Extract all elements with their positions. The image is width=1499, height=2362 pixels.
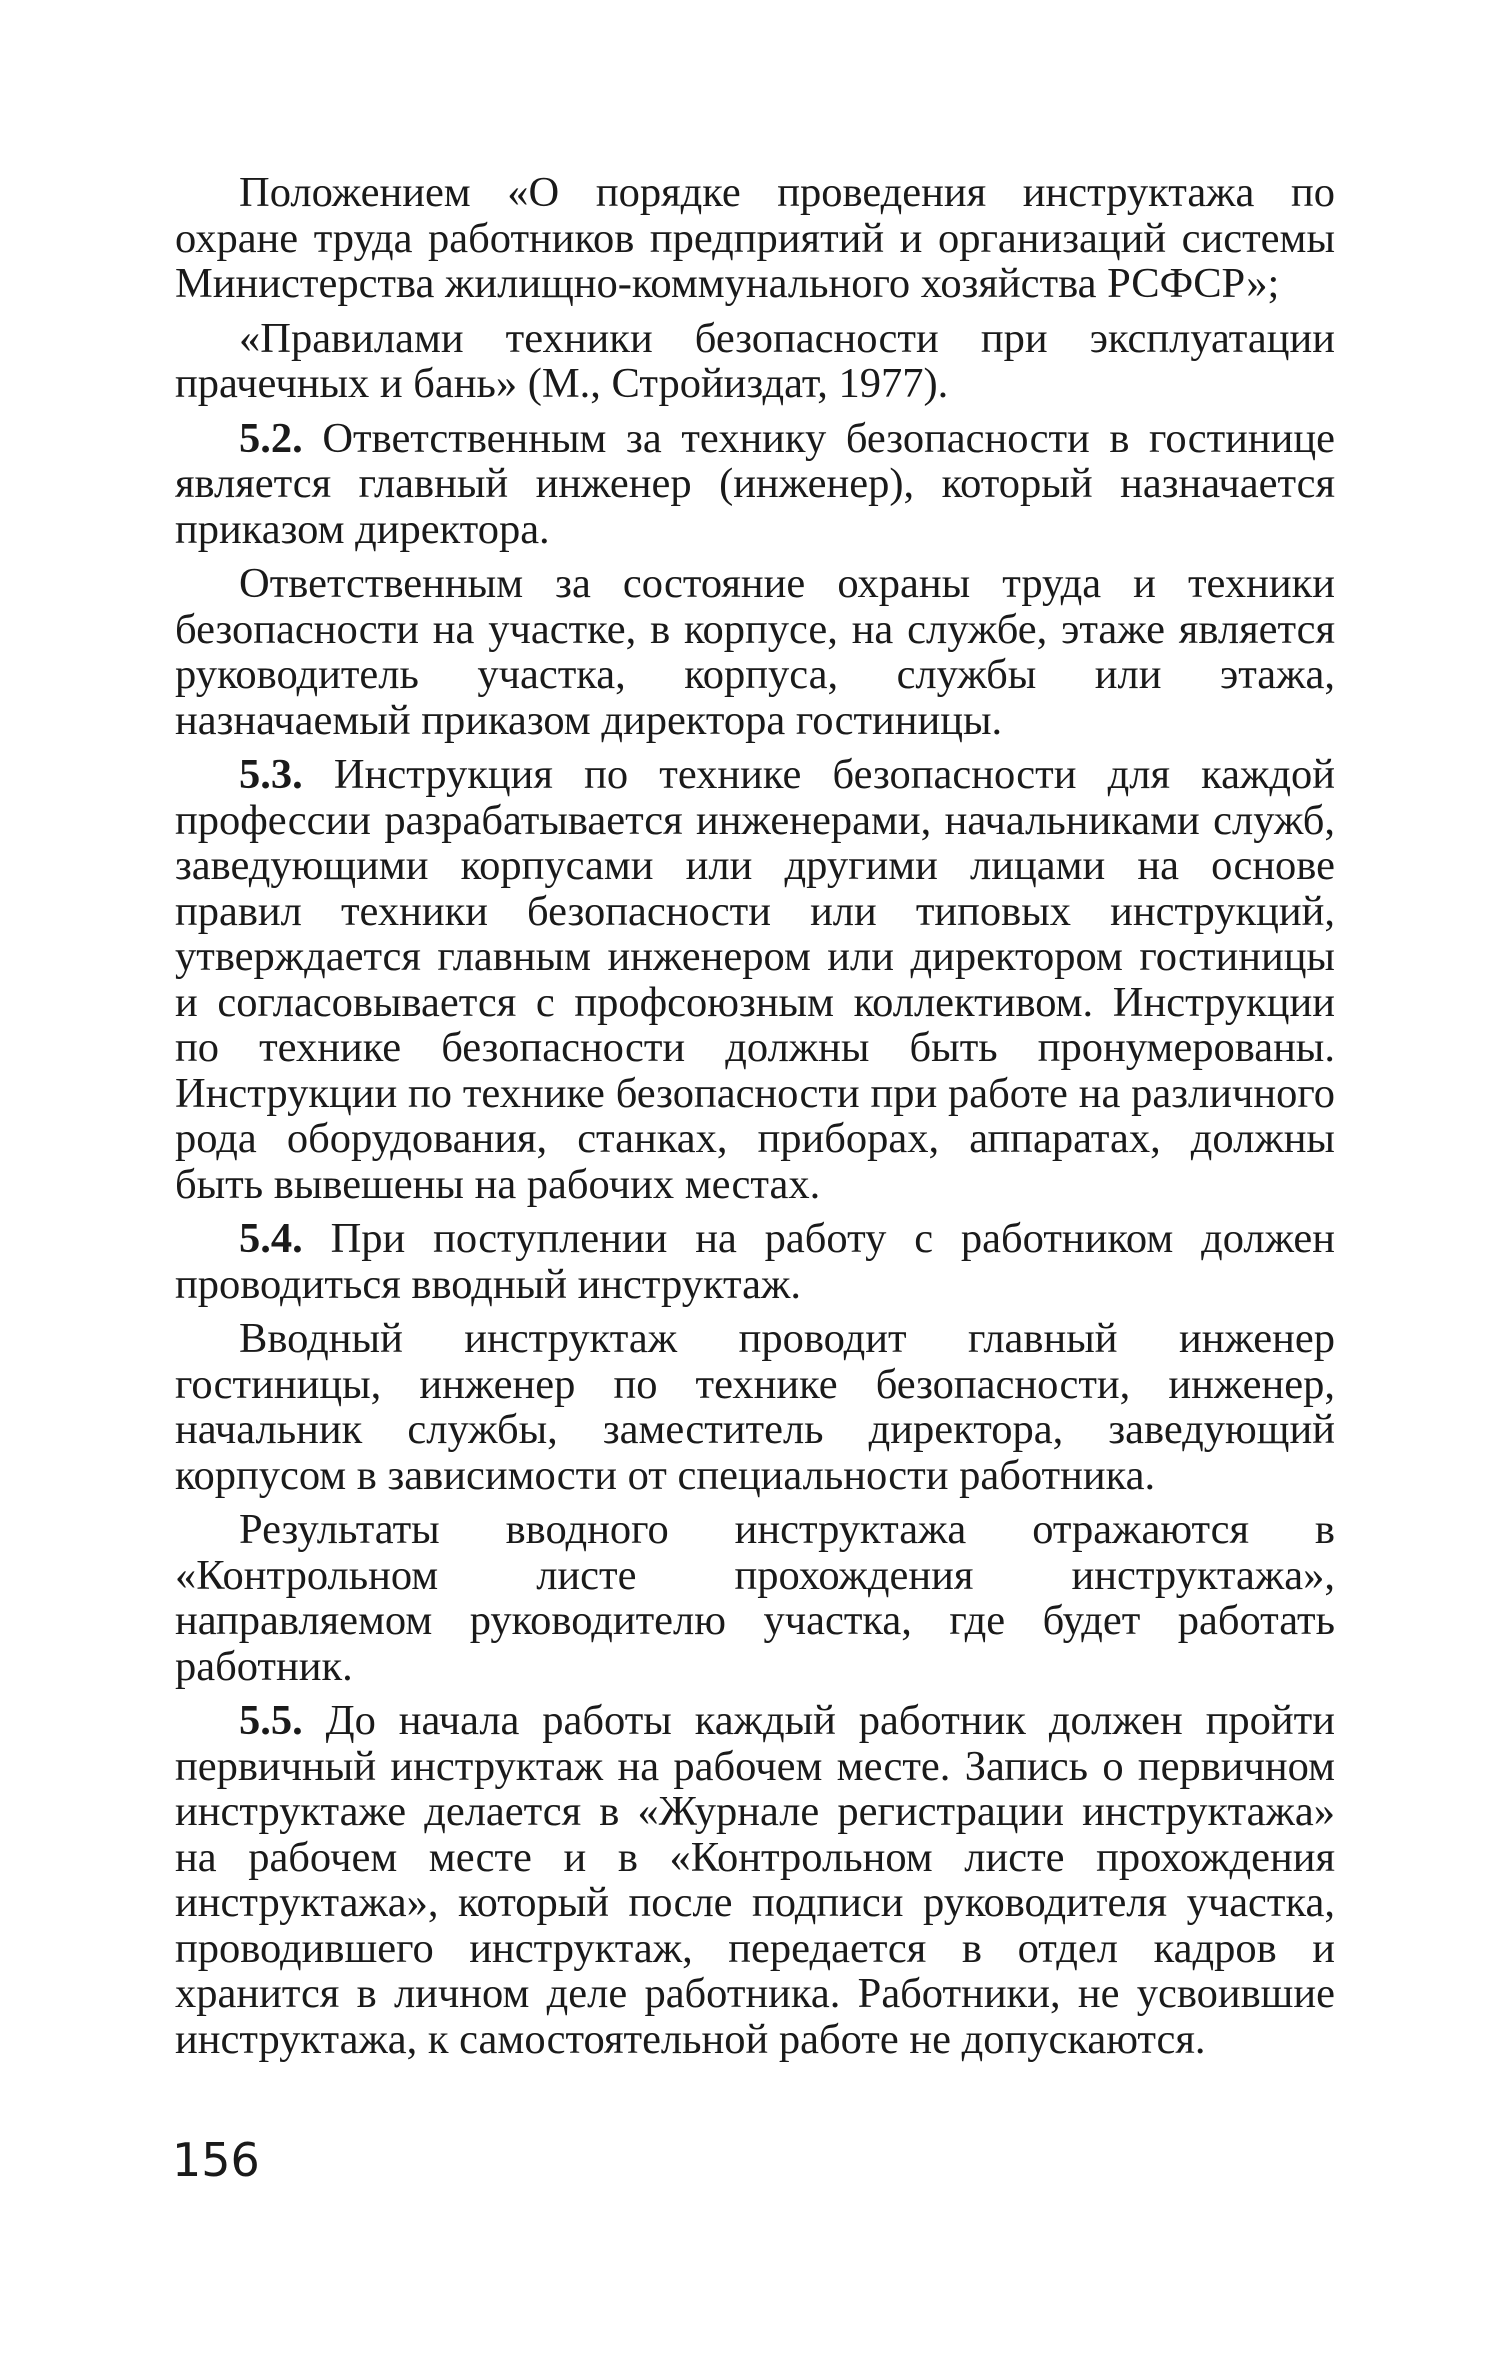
- clause-number: 5.4.: [239, 1215, 303, 1262]
- paragraph-5-2: [175, 416, 1335, 553]
- paragraph-8: [175, 1507, 1335, 1689]
- paragraph-text: Результаты вводного инструктажа отражаются в «Контрольном листе прохождения инструктажа», направляемом руководителю участка, где будет работать работник.: [175, 1506, 1335, 1690]
- paragraph-text: Ответственным за состояние охраны труда и техники безопасности на участке, в корпусе, на службе, этаже является руководитель участка, корпуса, службы или этажа, назначаемый приказом директора гостиницы.: [175, 560, 1335, 744]
- paragraph-2: [175, 316, 1335, 407]
- clause-number: 5.3.: [239, 751, 303, 798]
- paragraph-text: «Правилами техники безопасности при эксплуатации прачечных и бань» (М., Стройиздат, 1977).: [175, 314, 1335, 407]
- clause-number: 5.2.: [239, 414, 303, 462]
- paragraph-1: [175, 170, 1335, 307]
- paragraph-5-3: [175, 752, 1335, 1207]
- paragraph-text: Положением «О порядке проведения инструктажа по охране труда работников предприятий и организаций системы Министерства жилищно-коммунального хозяйства РСФСР»;: [175, 169, 1335, 307]
- paragraph-5-4: [175, 1216, 1335, 1307]
- clause-number: 5.5.: [239, 1697, 303, 1744]
- paragraph-text: Инструкция по технике безопасности для каждой профессии разрабатывается инженерами, начальниками служб, заведующими корпусами или другими лицами на основе правил техники безопасности или типовых инструкций, утверждается главным инженером или директором гостиницы и согласовывается с профсоюзным коллективом. Инструкции по технике безопасности должны быть пронумерованы. Инструкции по технике безопасности при работе на различного рода оборудования, станках, приборах, аппаратах, должны быть вывешены на рабочих местах.: [175, 751, 1336, 1208]
- paragraph-text: Ответственным за технику безопасности в гостинице является главный инженер (инженер), который назначается приказом директора.: [175, 414, 1336, 553]
- paragraph-text: При поступлении на работу с работником должен проводиться вводный инструктаж.: [175, 1215, 1336, 1308]
- paragraph-4: [175, 561, 1335, 743]
- paragraph-text: До начала работы каждый работник должен пройти первичный инструктаж на рабочем месте. Запись о первичном инструктаже делается в «Журнале регистрации инструктажа» на рабочем месте и в «Контрольном листе прохождения инструктажа», который после подписи руководителя участка, проводившего инструктаж, передается в отдел кадров и хранится в личном деле работника. Работники, не усвоившие инструктажа, к самостоятельной работе не допускаются.: [175, 1697, 1335, 2063]
- paragraph-5-5: [175, 1698, 1335, 2062]
- body-text: [175, 170, 1335, 2071]
- paragraph-text: Вводный инструктаж проводит главный инженер гостиницы, инженер по технике безопасности, инженер, начальник службы, заместитель директора, заведующий корпусом в зависимости от специальности работника.: [175, 1315, 1335, 1499]
- paragraph-7: [175, 1316, 1335, 1498]
- page-number: 156: [172, 2133, 260, 2187]
